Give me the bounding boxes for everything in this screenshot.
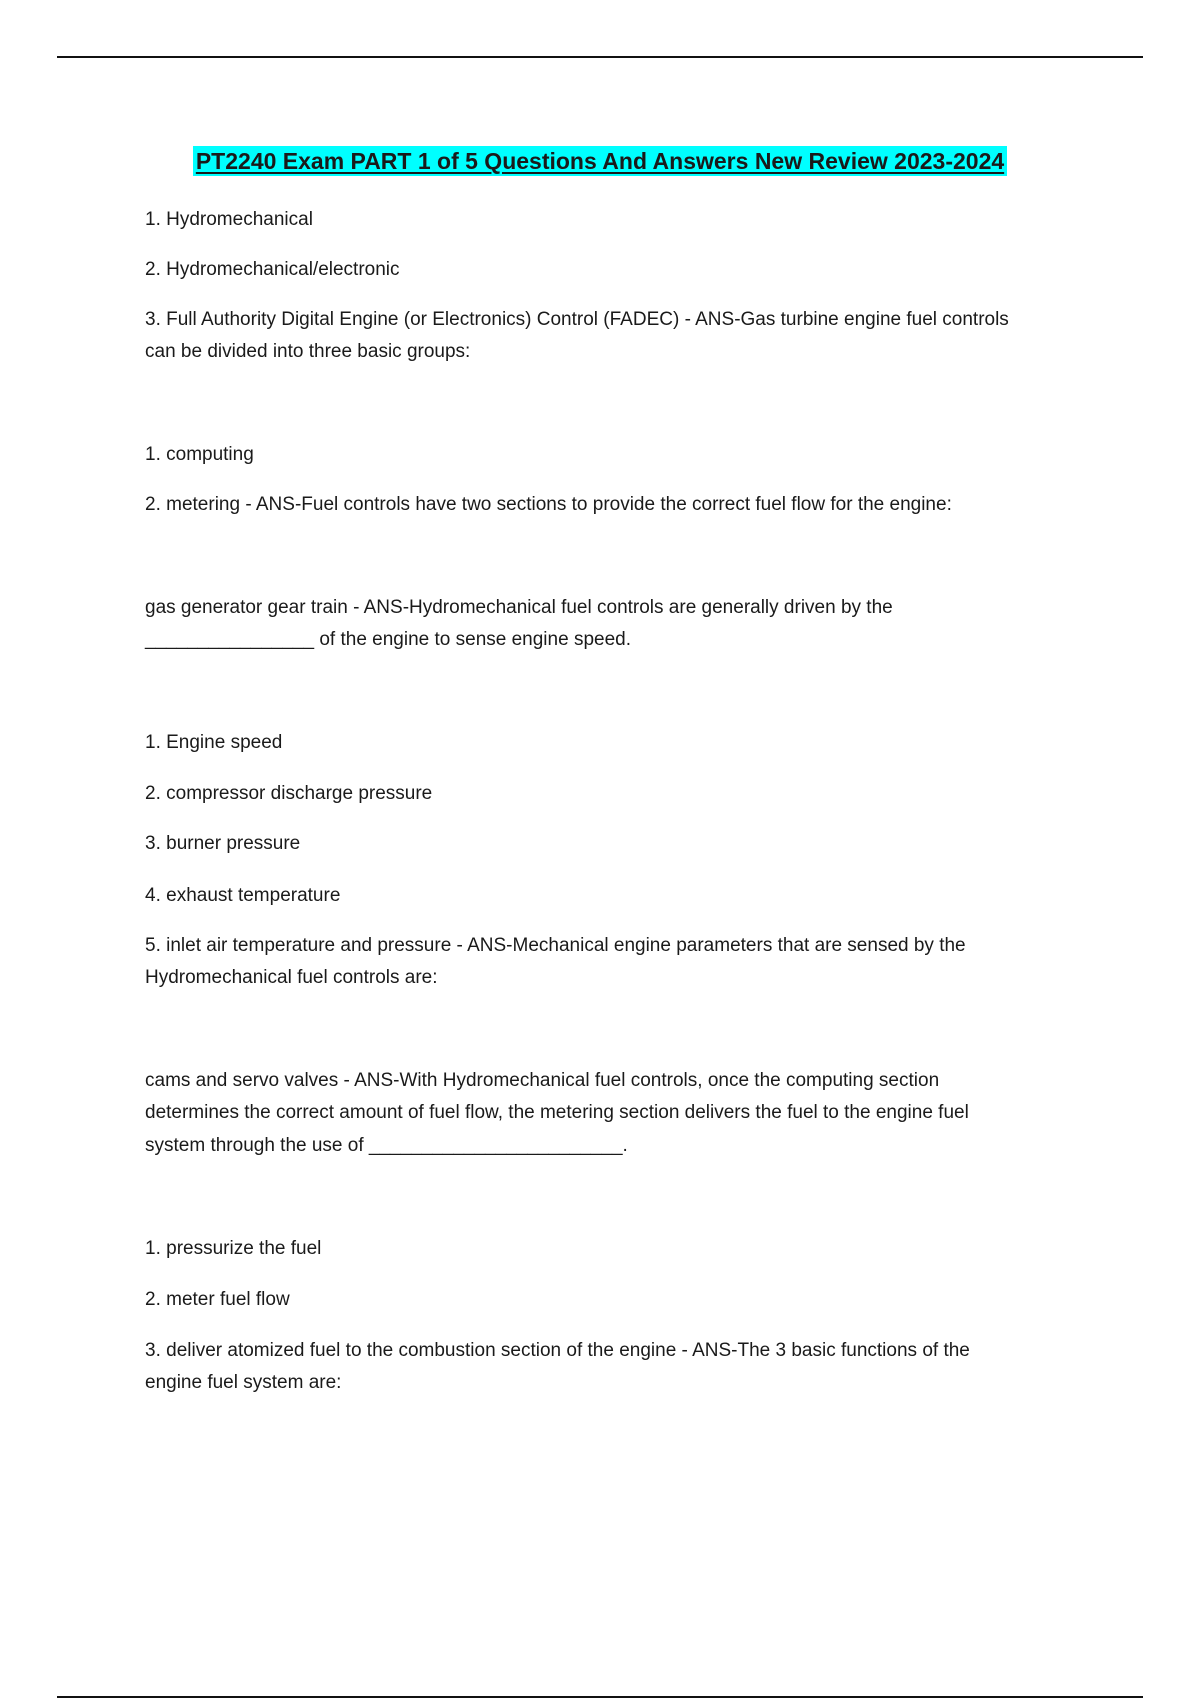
answer-line: 2. compressor discharge pressure — [145, 783, 433, 804]
answer-line: 1. computing — [145, 444, 254, 465]
answer-line: 2. meter fuel flow — [145, 1289, 290, 1310]
answer-line: cams and servo valves - ANS-With Hydromechanical fuel controls, once the computing section — [145, 1070, 940, 1091]
title-container — [0, 146, 1200, 176]
question-line: Hydromechanical fuel controls are: — [145, 967, 438, 988]
answer-line: 5. inlet air temperature and pressure - ANS-Mechanical engine parameters that are sensed by the — [145, 935, 966, 956]
question-line: system through the use of ________________________. — [145, 1135, 628, 1156]
answer-line: 1. pressurize the fuel — [145, 1238, 322, 1259]
answer-line: 3. Full Authority Digital Engine (or Electronics) Control (FADEC) - ANS-Gas turbine engine fuel controls — [145, 309, 1009, 330]
answer-line: 1. Hydromechanical — [145, 209, 313, 230]
header-rule — [57, 56, 1143, 58]
document-title: PT2240 Exam PART 1 of 5 Questions And Answers New Review 2023-2024 — [193, 146, 1007, 176]
question-line: engine fuel system are: — [145, 1372, 342, 1393]
question-line: can be divided into three basic groups: — [145, 341, 471, 362]
footer-rule — [57, 1696, 1143, 1698]
answer-line: 2. Hydromechanical/electronic — [145, 259, 400, 280]
answer-line: 1. Engine speed — [145, 732, 283, 753]
question-line: ________________ of the engine to sense engine speed. — [145, 629, 631, 650]
answer-line: 3. deliver atomized fuel to the combustion section of the engine - ANS-The 3 basic functions of the — [145, 1340, 970, 1361]
question-line: determines the correct amount of fuel flow, the metering section delivers the fuel to the engine fuel — [145, 1102, 969, 1123]
answer-line: 3. burner pressure — [145, 833, 301, 854]
answer-line: gas generator gear train - ANS-Hydromechanical fuel controls are generally driven by the — [145, 597, 893, 618]
answer-line: 4. exhaust temperature — [145, 885, 341, 906]
answer-line: 2. metering - ANS-Fuel controls have two sections to provide the correct fuel flow for the engine: — [145, 494, 952, 515]
